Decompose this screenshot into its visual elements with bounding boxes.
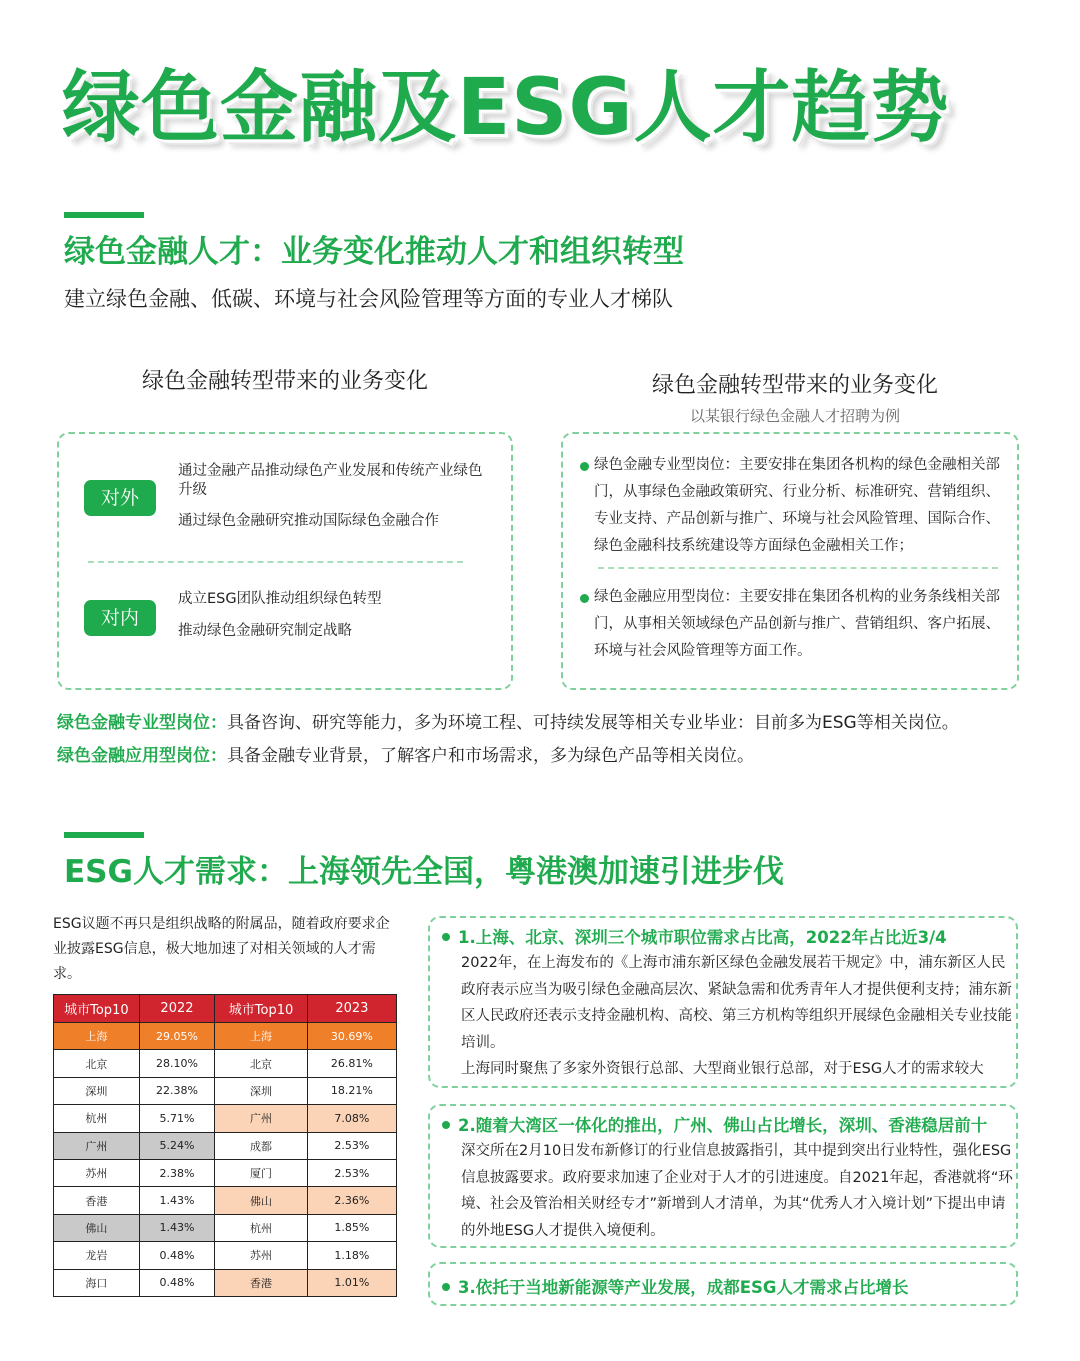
- table-header-row: [54, 995, 397, 1023]
- bullet-dot: [442, 1283, 450, 1291]
- bullet-professional-role: 绿色金融专业型岗位：主要安排在集团各机构的绿色金融相关部门，从事绿色金融政策研究、行业分析、标准研究、营销组织、专业支持、产品创新与推广、环境与社会风险管理、国际合作、绿色金融科技系统建设等方面绿色金融相关工作；: [594, 457, 1000, 554]
- table-row: [54, 1159, 397, 1186]
- table-cell: 佛山: [215, 1187, 308, 1214]
- table-cell: 5.71%: [139, 1105, 214, 1132]
- point-heading-text: 1.上海、北京、深圳三个城市职位需求占比高，2022年占比近3/4: [458, 928, 947, 947]
- section2-title: ESG人才需求：上海领先全国，粤港澳加速引进步伐: [64, 854, 784, 890]
- table-cell: 香港: [54, 1187, 140, 1214]
- role-line-professional: [57, 708, 959, 733]
- bullet-dot: [442, 933, 450, 941]
- table-cell: 深圳: [215, 1077, 308, 1104]
- left-column-heading: 绿色金融转型带来的业务变化: [141, 369, 428, 394]
- table-row: [54, 1187, 397, 1214]
- right-column-note: 以某银行绿色金融人才招聘为例: [689, 407, 900, 425]
- point-body-1b: 上海同时聚焦了多家外资银行总部、大型商业银行总部，对于ESG人才的需求较大: [461, 1061, 984, 1077]
- point-body-2: 深交所在2月10日发布新修订的行业信息披露指引，其中提到突出行业特性，强化ESG信息披露要求。政府要求加速了企业对于人才的引进速度。自2021年起，香港就将“环境、社会及管治相关财经专才”新增到人才清单，为其“优秀人才入境计划”下提出申请的外地ESG人才提供入境便利。: [461, 1143, 1013, 1239]
- external-item-2: 通过绿色金融研究推动国际绿色金融合作: [178, 513, 439, 529]
- table-cell: 1.18%: [307, 1242, 396, 1269]
- table-cell: 成都: [215, 1132, 308, 1159]
- header-2023: 2023: [307, 995, 396, 1023]
- table-cell: 5.24%: [139, 1132, 214, 1159]
- bullet-dot: [580, 462, 589, 471]
- internal-item-2: 推动绿色金融研究制定战略: [178, 623, 352, 639]
- table-cell: 1.85%: [307, 1214, 396, 1241]
- table-cell: 上海: [215, 1023, 308, 1050]
- table-row: [54, 1023, 397, 1050]
- table-cell: 2.38%: [139, 1159, 214, 1186]
- table-cell: 1.43%: [139, 1187, 214, 1214]
- table-cell: 2.53%: [307, 1159, 396, 1186]
- table-row: [54, 1105, 397, 1132]
- role-label: 绿色金融专业型岗位：: [57, 713, 227, 733]
- table-cell: 30.69%: [307, 1023, 396, 1050]
- external-item-1: 通过金融产品推动绿色产业发展和传统产业绿色升级: [178, 463, 483, 498]
- table-cell: 苏州: [215, 1242, 308, 1269]
- page-title: 绿色金融及ESG人才趋势: [62, 63, 950, 153]
- table-cell: 22.38%: [139, 1077, 214, 1104]
- table-cell: 佛山: [54, 1214, 140, 1241]
- table-row: [54, 1269, 397, 1296]
- role-label: 绿色金融应用型岗位：: [57, 746, 227, 766]
- table-cell: 2.36%: [307, 1187, 396, 1214]
- table-cell: 广州: [54, 1132, 140, 1159]
- table-row: [54, 1242, 397, 1269]
- table-cell: 深圳: [54, 1077, 140, 1104]
- section1-accent-bar: [64, 212, 144, 218]
- table-cell: 杭州: [54, 1105, 140, 1132]
- table-cell: 海口: [54, 1269, 140, 1296]
- point-heading-3: [442, 1274, 908, 1298]
- point-heading-text: 2.随着大湾区一体化的推出，广州、佛山占比增长，深圳、香港稳居前十: [458, 1116, 988, 1135]
- table-cell: 香港: [215, 1269, 308, 1296]
- table-cell: 厦门: [215, 1159, 308, 1186]
- internal-item-1: 成立ESG团队推动组织绿色转型: [178, 591, 382, 607]
- internal-label: 对内: [84, 600, 156, 636]
- table-row: [54, 1132, 397, 1159]
- point-body-1: 2022年，在上海发布的《上海市浦东新区绿色金融发展若干规定》中，浦东新区人民政府表示应当为吸引绿色金融高层次、紧缺急需和优秀青年人才提供便利支持；浦东新区人民政府还表示支持金融机构、高校、第三方机构等组织开展绿色金融相关专业技能培训。: [461, 955, 1012, 1051]
- box-divider: [598, 567, 998, 569]
- section2-intro: ESG议题不再只是组织战略的附属品，随着政府要求企业披露ESG信息，极大地加速了对相关领域的人才需求。: [53, 916, 390, 982]
- table-cell: 28.10%: [139, 1050, 214, 1077]
- role-line-application: [57, 741, 754, 766]
- table-cell: 北京: [215, 1050, 308, 1077]
- section1-subtitle: 建立绿色金融、低碳、环境与社会风险管理等方面的专业人才梯队: [64, 287, 673, 311]
- table-row: [54, 1077, 397, 1104]
- header-city-2022: 城市Top10: [54, 995, 140, 1023]
- point-heading-1: [442, 924, 947, 948]
- table-cell: 2.53%: [307, 1132, 396, 1159]
- table-cell: 26.81%: [307, 1050, 396, 1077]
- table-cell: 苏州: [54, 1159, 140, 1186]
- bullet-dot: [442, 1121, 450, 1129]
- bullet-application-role: 绿色金融应用型岗位：主要安排在集团各机构的业务条线相关部门，从事相关领域绿色产品创新与推广、营销组织、客户拓展、环境与社会风险管理等方面工作。: [594, 589, 1000, 659]
- table-cell: 1.43%: [139, 1214, 214, 1241]
- table-cell: 0.48%: [139, 1269, 214, 1296]
- table-cell: 7.08%: [307, 1105, 396, 1132]
- table-cell: 29.05%: [139, 1023, 214, 1050]
- section2-accent-bar: [64, 832, 144, 838]
- table-cell: 广州: [215, 1105, 308, 1132]
- section1-title: 绿色金融人才：业务变化推动人才和组织转型: [64, 234, 684, 270]
- table-row: [54, 1214, 397, 1241]
- table-cell: 18.21%: [307, 1077, 396, 1104]
- city-ranking-table: [53, 994, 397, 1297]
- table-cell: 上海: [54, 1023, 140, 1050]
- point-heading-2: [442, 1112, 987, 1136]
- right-column-heading: 绿色金融转型带来的业务变化: [651, 373, 938, 398]
- external-label: 对外: [84, 480, 156, 516]
- box-divider: [88, 561, 463, 563]
- table-row: [54, 1050, 397, 1077]
- table-cell: 1.01%: [307, 1269, 396, 1296]
- table-cell: 杭州: [215, 1214, 308, 1241]
- role-text: 具备咨询、研究等能力，多为环境工程、可持续发展等相关专业毕业：目前多为ESG等相关岗位。: [227, 713, 959, 733]
- table-cell: 龙岩: [54, 1242, 140, 1269]
- point-heading-text: 3.依托于当地新能源等产业发展，成都ESG人才需求占比增长: [458, 1278, 909, 1297]
- header-2022: 2022: [139, 995, 214, 1023]
- role-text: 具备金融专业背景，了解客户和市场需求，多为绿色产品等相关岗位。: [227, 746, 754, 766]
- table-cell: 北京: [54, 1050, 140, 1077]
- bullet-dot: [580, 594, 589, 603]
- table-cell: 0.48%: [139, 1242, 214, 1269]
- header-city-2023: 城市Top10: [215, 995, 308, 1023]
